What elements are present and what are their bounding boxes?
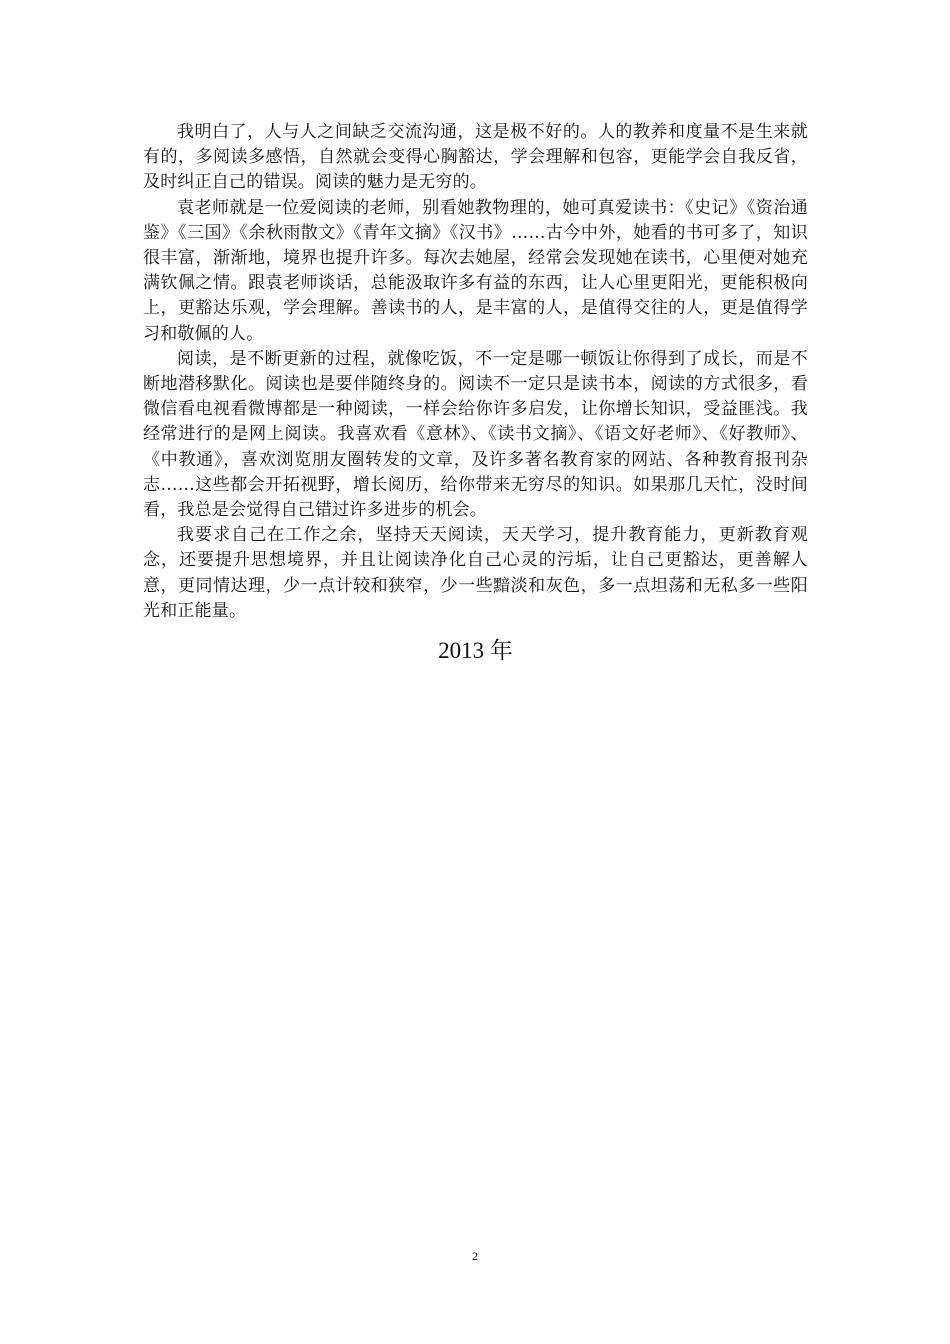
body-paragraph-2: 袁老师就是一位爱阅读的老师，别看她教物理的，她可真爱读书：《史记》《资治通鉴》《三国》《余秋雨散文》《青年文摘》《汉书》……古今中外，她看的书可多了，知识很丰富，渐渐地，境界也提升许多。每次去她屋，经常会发现她在读书，心里便对她充满钦佩之情。跟袁老师谈话，总能汲取许多有益的东西，让人心里更阳光，更能积极向上，更豁达乐观，学会理解。善读书的人，是丰富的人，是值得交往的人，更是值得学习和敬佩的人。 <box>143 197 808 344</box>
year-heading: 2013 年 <box>438 638 513 664</box>
body-paragraph-3: 阅读，是不断更新的过程，就像吃饭，不一定是哪一顿饭让你得到了成长，而是不断地潜移默化。阅读也是要伴随终身的。阅读不一定只是读书本，阅读的方式很多，看微信看电视看微博都是一种阅读，一样会给你许多启发，让你增长知识，受益匪浅。我经常进行的是网上阅读。我喜欢看《意林》、《读书文摘》、《语文好老师》、《好教师》、《中教通》，喜欢浏览朋友圈转发的文章，及许多著名教育家的网站、各种教育报刊杂志……这些都会开拓视野，增长阅历，给你带来无穷尽的知识。如果那几天忙，没时间看，我总是会觉得自己错过许多进步的机会。 <box>143 348 808 521</box>
document-body <box>143 120 808 666</box>
body-paragraph-4: 我要求自己在工作之余，坚持天天阅读，天天学习，提升教育能力，更新教育观念，还要提升思想境界，并且让阅读净化自己心灵的污垢，让自己更豁达，更善解人意，更同情达理，少一点计较和狭窄，少一些黯淡和灰色，多一点坦荡和无私多一些阳光和正能量。 <box>143 525 808 621</box>
page-number: 2 <box>472 1249 478 1263</box>
body-paragraph-1: 我明白了，人与人之间缺乏交流沟通，这是极不好的。人的教养和度量不是生来就有的，多阅读多感悟，自然就会变得心胸豁达，学会理解和包容，更能学会自我反省，及时纠正自己的错误。阅读的魅力是无穷的。 <box>143 122 808 193</box>
